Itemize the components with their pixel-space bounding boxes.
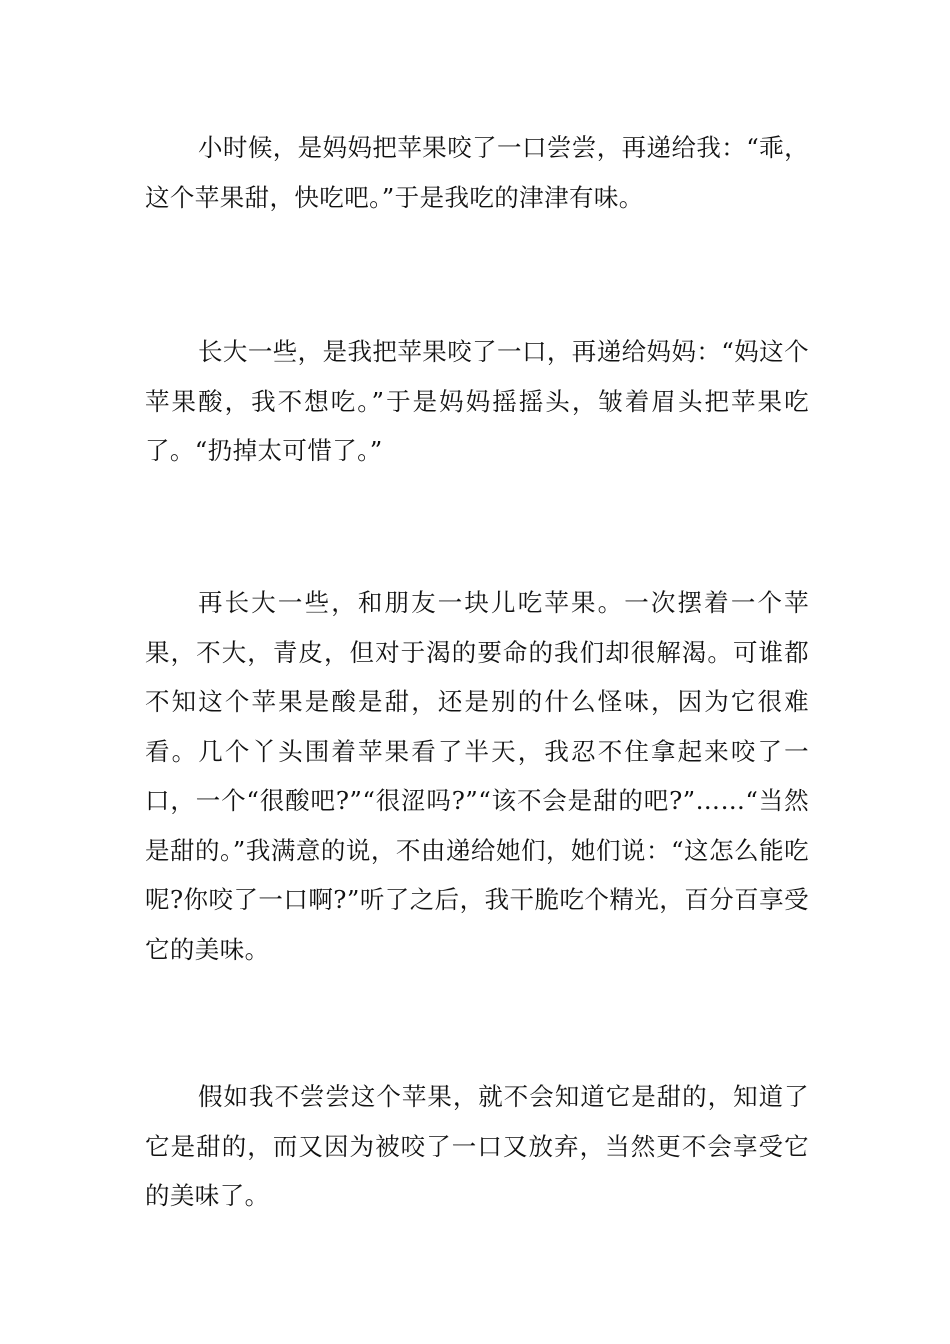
paragraph-growing-up: 长大一些，是我把苹果咬了一口，再递给妈妈：“妈这个苹果酸，我不想吃。”于是妈妈摇摇头，皱着眉头把苹果吃了。“扔掉太可惜了。” <box>145 337 809 465</box>
paragraph-conclusion: 假如我不尝尝这个苹果，就不会知道它是甜的，知道了它是甜的，而又因为被咬了一口又放弃，当然更不会享受它的美味了。 <box>145 1082 809 1210</box>
paragraph-childhood: 小时候，是妈妈把苹果咬了一口尝尝，再递给我：“乖，这个苹果甜，快吃吧。”于是我吃的津津有味。 <box>145 133 809 212</box>
paragraph-with-friends: 再长大一些，和朋友一块儿吃苹果。一次摆着一个苹果，不大，青皮，但对于渴的要命的我们却很解渴。可谁都不知这个苹果是酸是甜，还是别的什么怪味，因为它很难看。几个丫头围着苹果看了半天，我忍不住拿起来咬了一口，一个“很酸吧?”“很涩吗?”“该不会是甜的吧?”……“当然是甜的。”我满意的说，不由递给她们，她们说：“这怎么能吃呢?你咬了一口啊?”听了之后，我干脆吃个精光，百分百享受它的美味。 <box>145 588 809 964</box>
